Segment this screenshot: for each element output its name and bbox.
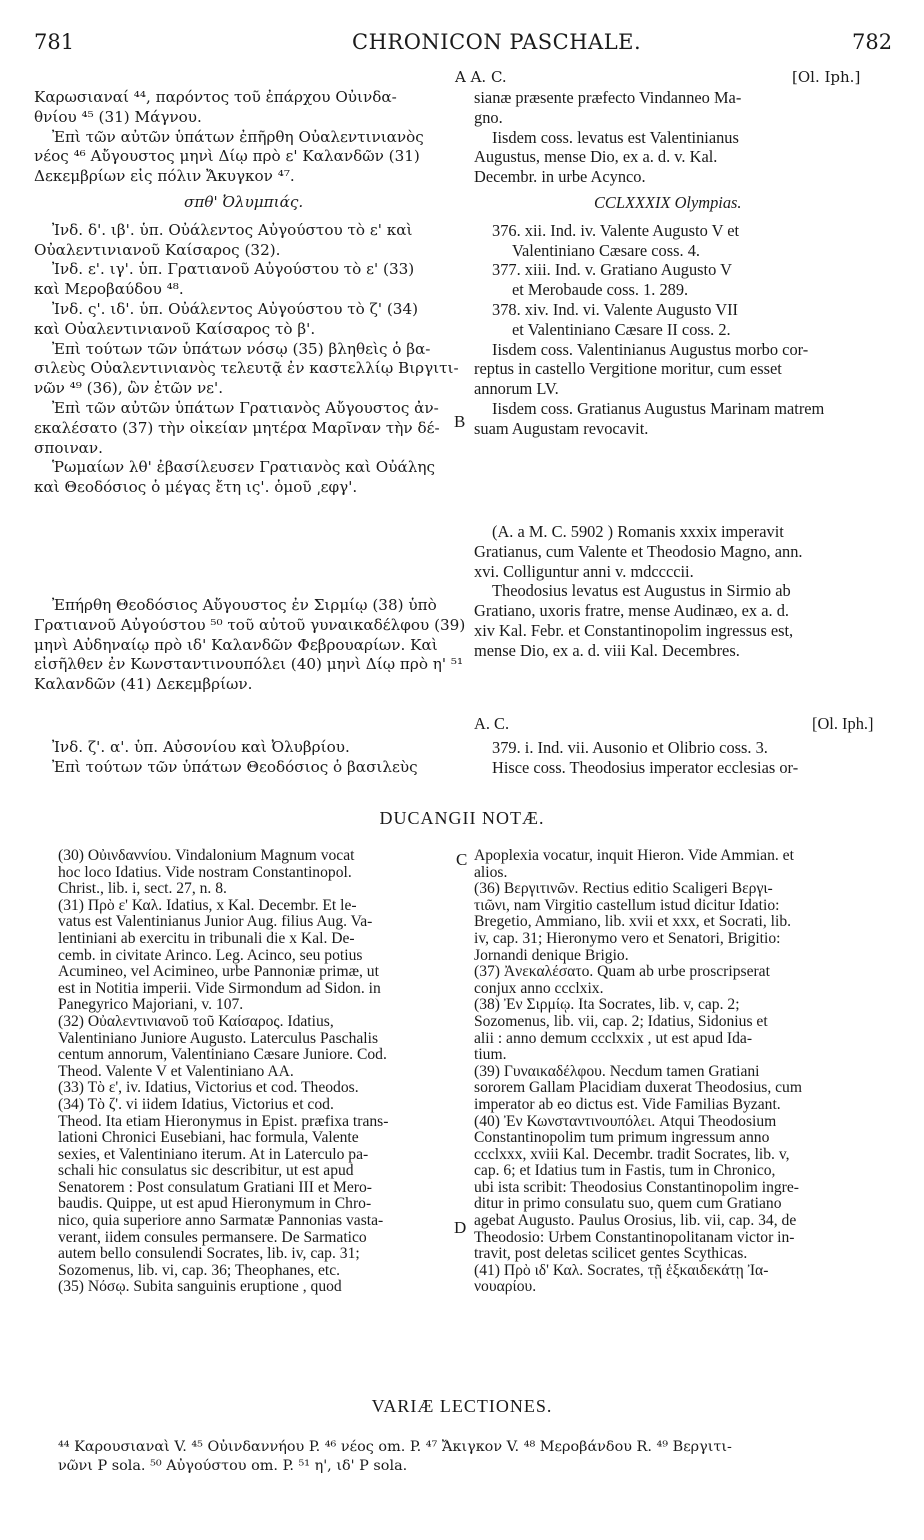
text-line: Ἐπὶ τούτων τῶν ὑπάτων Θεοδόσιος ὁ βασιλεὺς: [52, 757, 418, 776]
text-line: Theodosius levatus est Augustus in Sirmio ab: [492, 581, 791, 601]
text-line: Ἰνδ. ζ'. α'. ὑπ. Αὐσονίου καὶ Ὀλυβρίου.: [52, 738, 350, 756]
text-line: εἰσῆλθεν ἐν Κωνσταντινουπόλει (40) μηνὶ Δίῳ πρὸ η' ⁵¹: [34, 655, 464, 674]
text-line: Δεκεμβρίων εἰς πόλιν Ἄκυγκον ⁴⁷.: [34, 167, 295, 186]
note-line: (40) Ἐν Κωνσταντινουπόλει. Atqui Theodosium: [474, 1112, 777, 1130]
latin-text-bottom: [474, 738, 798, 778]
greek-text-middle: [34, 596, 465, 695]
text-line: Ἐπὶ τῶν αὐτῶν ὑπάτων ἐπῆρθη Οὐαλεντινιανὸς: [52, 127, 424, 146]
text-line: xvi. Colliguntur anni v. mdccccii.: [474, 561, 694, 581]
latin-text-top: [474, 88, 824, 439]
note-line: τιῶνι, nam Virgitio castellum istud dicitur Idatio:: [474, 896, 780, 914]
variae-heading: VARIÆ LECTIONES.: [371, 1396, 553, 1416]
note-line: (38) Ἐν Σιρμίῳ. Ita Socrates, lib. v, cap. 2;: [474, 996, 740, 1014]
note-line: cap. 6; et Idatius tum in Fastis, tum in Chronico,: [474, 1162, 776, 1180]
text-line: sianæ præsente præfecto Vindanneo Ma-: [474, 88, 742, 107]
note-line: Sozomenus, lib. vi, cap. 36; Theophanes, etc.: [58, 1261, 341, 1279]
text-line: (A. a M. C. 5902 ) Romanis xxxix imperavit: [492, 522, 784, 541]
note-line: Theod. Valente V et Valentiniano AA.: [58, 1062, 294, 1080]
text-line: Ῥωμαίων λθ' ἐβασίλευσεν Γρατιανὸς καὶ Οὐάλης: [52, 458, 435, 477]
notes-heading: DUCANGII NOTÆ.: [379, 808, 545, 828]
note-line: alii : anno demum ccclxxix , ut est apud Ida-: [474, 1029, 753, 1047]
variant-line: ⁴⁴ Καρουσιαναὶ V. ⁴⁵ Οὐινδαννήου P. ⁴⁶ νέος om. P. ⁴⁷ Ἄκιγκον V. ⁴⁸ Μεροβάνδου R. ⁴⁹ Βεργιτι-: [58, 1439, 732, 1455]
note-line: cemb. in civitate Arinco. Leg. Acinco, seu potius: [58, 946, 363, 964]
margin-letter-b: B: [454, 412, 466, 431]
text-line: Augustus, mense Dio, ex a. d. v. Kal.: [474, 147, 718, 167]
text-line: 377. xiii. Ind. v. Gratiano Augusto V: [492, 260, 732, 280]
text-line: Γρατιανοῦ Αὐγούστου ⁵⁰ τοῦ αὐτοῦ γυναικαδέλφου (39): [34, 615, 466, 634]
note-line: lentiniani ab exercitu in tribunali die x Kal. De-: [58, 929, 355, 947]
note-line: Theod. Ita etiam Hieronymus in Epist. præfixa trans-: [58, 1112, 389, 1130]
note-line: conjux anno ccclxix.: [474, 979, 604, 997]
note-line: Senatorem : Post consulatum Gratiani III et Mero-: [58, 1178, 372, 1196]
note-line: baudis. Quippe, ut est apud Hieronymum in Chro-: [58, 1195, 372, 1213]
text-line: Iisdem coss. levatus est Valentinianus: [492, 127, 739, 147]
greek-text-top: [34, 88, 459, 498]
olympiad-heading-latin: CCLXXXIX Olympias.: [594, 192, 742, 212]
text-line: 378. xiv. Ind. vi. Valente Augusto VII: [492, 299, 738, 319]
note-line: Bregetio, Ammiano, lib. xvii et xxx, et Socrati, lib.: [474, 913, 792, 931]
era-label: A A. C.: [455, 68, 507, 86]
note-line: (31) Πρὸ ε' Καλ. Idatius, x Kal. Decembr. Et le-: [58, 896, 357, 914]
text-line: 376. xii. Ind. iv. Valente Augusto V et: [492, 220, 740, 240]
text-line: Ἰνδ. ε'. ιγ'. ὑπ. Γρατιανοῦ Αὐγούστου τὸ ε' (33): [52, 260, 415, 279]
note-line: (32) Οὐαλεντινιανοῦ τοῦ Καίσαρος. Idatius,: [58, 1012, 334, 1030]
note-line: autem bello consulendi Socrates, lib. iv, cap. 31;: [58, 1245, 360, 1263]
note-line: (39) Γυναικαδέλφου. Necdum tamen Gratiani: [474, 1062, 760, 1080]
note-line: nico, quia superiore anno Sarmatæ Pannonias vasta-: [58, 1212, 384, 1230]
note-line: Valentiniano Juniore Augusto. Laterculus Paschalis: [58, 1029, 379, 1047]
note-line: est in Notitia imperii. Vide Sirmondum ad Sidon. in: [58, 979, 381, 997]
text-line: καὶ Θεοδόσιος ὁ μέγας ἔτη ις'. ὁμοῦ ͵εφγ'.: [34, 478, 358, 497]
note-line: Theodosio: Urbem Constantinopolitanam victor in-: [474, 1228, 795, 1246]
latin-text-middle: [474, 522, 803, 661]
page-number-left: 781: [34, 30, 75, 54]
text-line: καὶ Μεροβαύδου ⁴⁸.: [34, 280, 184, 299]
note-line: imperator ab eo dictus est. Vide Familias Byzant.: [474, 1095, 781, 1113]
text-line: Iisdem coss. Gratianus Augustus Marinam matrem: [492, 398, 825, 418]
note-line: lationi Chronici Eusebiani, hac formula, Valente: [58, 1129, 359, 1147]
variae-lines: [58, 1438, 732, 1476]
text-line: Valentiniano Cæsare coss. 4.: [512, 240, 701, 260]
text-line: Καρωσιαναί ⁴⁴, παρόντος τοῦ ἐπάρχου Οὐινδα-: [34, 88, 397, 106]
text-line: Ἐπὶ τούτων τῶν ὑπάτων νόσῳ (35) βληθεὶς ὁ βα-: [52, 339, 431, 358]
variant-line: νῶνι P sola. ⁵⁰ Αὐγούστου om. P. ⁵¹ η', ιδ' P sola.: [58, 1458, 408, 1474]
notes-left-column: [58, 848, 388, 1296]
text-line: et Valentiniano Cæsare II coss. 2.: [512, 319, 731, 339]
olympiad-heading: σπθ' Ὀλυμπιάς.: [184, 192, 304, 211]
page-number-right: 782: [852, 30, 893, 54]
note-line: (35) Νόσῳ. Subita sanguinis eruptione , quod: [58, 1278, 342, 1296]
note-line: (34) Τὸ ζ'. vi iidem Idatius, Victorius et cod.: [58, 1095, 334, 1113]
note-line: alios.: [474, 863, 508, 881]
note-line: Sozomenus, lib. vii, cap. 2; Idatius, Sidonius et: [474, 1012, 768, 1030]
text-line: Καλανδῶν (41) Δεκεμβρίων.: [34, 675, 253, 694]
text-line: Gratiano, uxoris fratre, mense Audinæo, ex a. d.: [474, 601, 789, 621]
note-line: Christ., lib. i, sect. 27, n. 8.: [58, 880, 227, 898]
note-line: Apoplexia vocatur, inquit Hieron. Vide Ammian. et: [474, 847, 794, 864]
text-line: καὶ Οὐαλεντινιανοῦ Καίσαρος τὸ β'.: [34, 319, 316, 338]
note-line: (36) Βεργιτινῶν. Rectius editio Scaligeri Βεργι-: [474, 880, 773, 898]
text-line: Ἰνδ. δ'. ιβ'. ὑπ. Οὐάλεντος Αὐγούστου τὸ ε' καὶ: [52, 220, 413, 239]
text-line: θνίου ⁴⁵ (31) Μάγνου.: [34, 107, 202, 126]
note-line: sororem Gallam Placidiam duxerat Theodosius, cum: [474, 1079, 802, 1097]
note-line: sexies, et Valentiniano iterum. At in Laterculo pa-: [58, 1145, 369, 1163]
notes-right-column: [474, 848, 802, 1296]
note-line: (37) Ἀνεκαλέσατο. Quam ab urbe proscripserat: [474, 963, 770, 981]
margin-letter-c: C: [456, 850, 468, 869]
note-line: ccclxxx, xviii Kal. Decembr. tradit Socrates, lib. v,: [474, 1145, 790, 1163]
note-line: iv, cap. 31; Hieronymo vero et Senatori, Brigitio:: [474, 929, 781, 947]
text-line: annorum LV.: [474, 379, 559, 399]
text-line: xiv Kal. Febr. et Constantinopolim ingressus est,: [474, 620, 794, 640]
text-line: Ἰνδ. ς'. ιδ'. ὑπ. Οὐάλεντος Αὐγούστου τὸ ζ' (34): [52, 299, 419, 318]
text-line: gno.: [474, 107, 503, 127]
note-line: Acumineo, vel Acimineo, urbe Pannoniæ primæ, ut: [58, 963, 379, 981]
text-line: Hisce coss. Theodosius imperator ecclesias or-: [492, 757, 799, 777]
note-line: ditur in primo consulatu suo, quem cum Gratiano: [474, 1195, 782, 1213]
greek-text-bottom: [34, 738, 418, 778]
text-line: Ἐπὶ τῶν αὐτῶν ὑπάτων Γρατιανὸς Αὔγουστος ἀν-: [52, 398, 439, 417]
text-line: Gratianus, cum Valente et Theodosio Magno, ann.: [474, 541, 803, 561]
note-line: hoc loco Idatius. Vide nostram Constantinopol.: [58, 863, 352, 881]
text-line: Ἐπήρθη Θεοδόσιος Αὔγουστος ἐν Σιρμίῳ (38) ὑπὸ: [52, 596, 437, 614]
note-line: travit, post deletas scilicet gentes Scythicas.: [474, 1245, 748, 1263]
latin-era-label: A. C.: [474, 714, 510, 733]
note-line: vatus est Valentinianus Junior Aug. filius Aug. Va-: [58, 913, 373, 931]
text-line: μηνὶ Αὐδηναίῳ πρὸ ιδ' Καλανδῶν Φεβρουαρίων. Καὶ: [34, 635, 438, 654]
note-line: ubi ista scribit: Theodosius Constantinopolim ingre-: [474, 1178, 799, 1196]
note-line: (41) Πρὸ ιδ' Καλ. Socrates, τῇ ἑξκαιδεκάτῃ Ἰα-: [474, 1261, 769, 1279]
running-title: CHRONICON PASCHALE.: [352, 30, 642, 54]
latin-olympiad-label: [Ol. Iph.]: [812, 714, 874, 733]
text-line: Iisdem coss. Valentinianus Augustus morbo cor-: [492, 339, 809, 359]
note-line: Jornandi denique Brigio.: [474, 946, 629, 964]
note-line: (30) Οὐινδαννίου. Vindalonium Magnum vocat: [58, 847, 355, 864]
text-line: σιλεὺς Οὐαλεντινιανὸς τελευτᾷ ἐν καστελλίῳ Βιργιτι-: [34, 359, 459, 378]
note-line: Constantinopolim tum primum ingressum anno: [474, 1129, 770, 1147]
text-line: reptus in castello Vergitione moritur, cum esset: [474, 359, 782, 379]
text-line: νέος ⁴⁶ Αὔγουστος μηνὶ Δίῳ πρὸ ε' Καλανδῶν (31): [34, 147, 420, 166]
text-line: εκαλέσατο (37) τὴν οἰκείαν μητέρα Μαρῖναν τὴν δέ-: [34, 418, 440, 437]
note-line: agebat Augusto. Paulus Orosius, lib. vii, cap. 34, de: [474, 1212, 797, 1230]
text-line: σποιναν.: [34, 438, 103, 457]
text-line: et Merobaude coss. 1. 289.: [512, 280, 689, 300]
margin-letter-d: D: [454, 1218, 467, 1237]
olympiad-label: [Ol. Iph.]: [792, 68, 861, 86]
text-line: 379. i. Ind. vii. Ausonio et Olibrio coss. 3.: [492, 738, 768, 757]
note-line: (33) Τὸ ε', iv. Idatius, Victorius et cod. Theodos.: [58, 1079, 359, 1097]
text-line: Decembr. in urbe Acynco.: [474, 167, 646, 187]
text-line: νῶν ⁴⁹ (36), ὢν ἐτῶν νε'.: [34, 379, 224, 398]
text-line: mense Dio, ex a. d. viii Kal. Decembres.: [474, 640, 740, 660]
note-line: νουαρίου.: [474, 1278, 537, 1296]
note-line: centum annorum, Valentiniano Cæsare Juniore. Cod.: [58, 1046, 387, 1064]
note-line: schali hic consulatus sic describitur, ut est apud: [58, 1162, 354, 1180]
text-line: suam Augustam revocavit.: [474, 418, 649, 438]
note-line: verant, iidem consules permansere. De Sarmatico: [58, 1228, 367, 1246]
text-line: Οὐαλεντινιανοῦ Καίσαρος (32).: [34, 240, 281, 259]
note-line: Panegyrico Majoriani, v. 107.: [58, 996, 244, 1014]
note-line: tium.: [474, 1046, 507, 1064]
